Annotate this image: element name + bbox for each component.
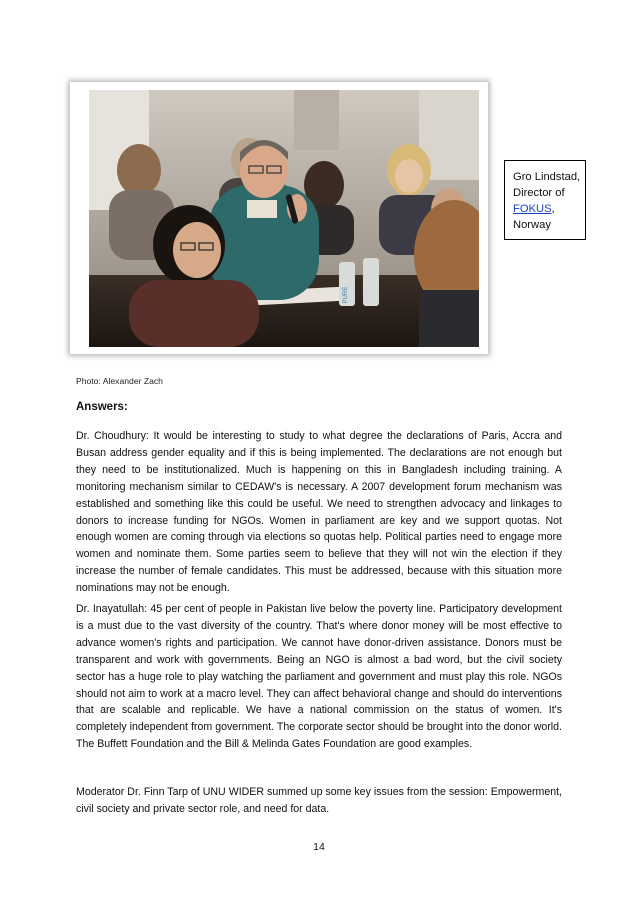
paragraph-inayatullah: Dr. Inayatullah: 45 per cent of people in Pakistan live below the poverty line. Participatory development is a must due to the vast diversity of the country. That's where donor money will be most effective to advance women's rights and participation. We cannot have donor-driven assistance. Donors must be transparent and work with governments. Being an NGO is almost a bad word, but the civil society sector has a huge role to play watching the parliament and government and must play this role. NGOs should not aim to work at a macro level. They can affect behavioral change and should do interventions that are scalable and replicable. We have a national commission on the status of women. It's completely independent from government. The corporate sector should be brought into the donor world. The Buffett Foundation and the Bill & Melinda Gates Foundation are good examples.: [76, 603, 562, 751]
bottle-label: PURE: [343, 286, 349, 304]
conference-photo: [89, 90, 479, 347]
caption-org-line: [513, 201, 585, 217]
caption-country: Norway: [513, 219, 551, 231]
page-number: 14: [313, 841, 325, 853]
photo-frame: [70, 82, 488, 354]
caption-title: Director of: [513, 187, 565, 199]
section-heading: Answers:: [76, 401, 128, 413]
photo-credit: Photo: Alexander Zach: [76, 376, 163, 386]
fokus-link[interactable]: FOKUS: [513, 203, 552, 215]
photo-caption-box: [504, 160, 586, 240]
caption-comma: ,: [551, 203, 555, 215]
paragraph-moderator: Moderator Dr. Finn Tarp of UNU WIDER summed up some key issues from the session: Empowerment, civil society and private sector role, and need for data.: [76, 786, 562, 815]
caption-name: Gro Lindstad,: [513, 171, 581, 183]
paragraph-choudhury: Dr. Choudhury: It would be interesting to study to what degree the declarations of Paris, Accra and Busan address gender equality and if this is being implemented. The declarations are not enough but they need to be institutionalized. Much is happening on this in Bangladesh including training. A monitoring mechanism similar to CEDAW's is necessary. A 2007 development forum mechanism was established and something like this could be useful. We need to strengthen advocacy and linkages to donors to increase funding for NGOs. Women in parliament are key and we support quotas. Not enough women are coming through via elections so quotas help. Political parties need to engage more women and nominate them. Some parties seem to believe that they will not win the election if they increase the number of female candidates. This must be addressed, because with this situation more nominations may not be enough.: [76, 430, 562, 595]
photo-illustration: [89, 90, 479, 347]
